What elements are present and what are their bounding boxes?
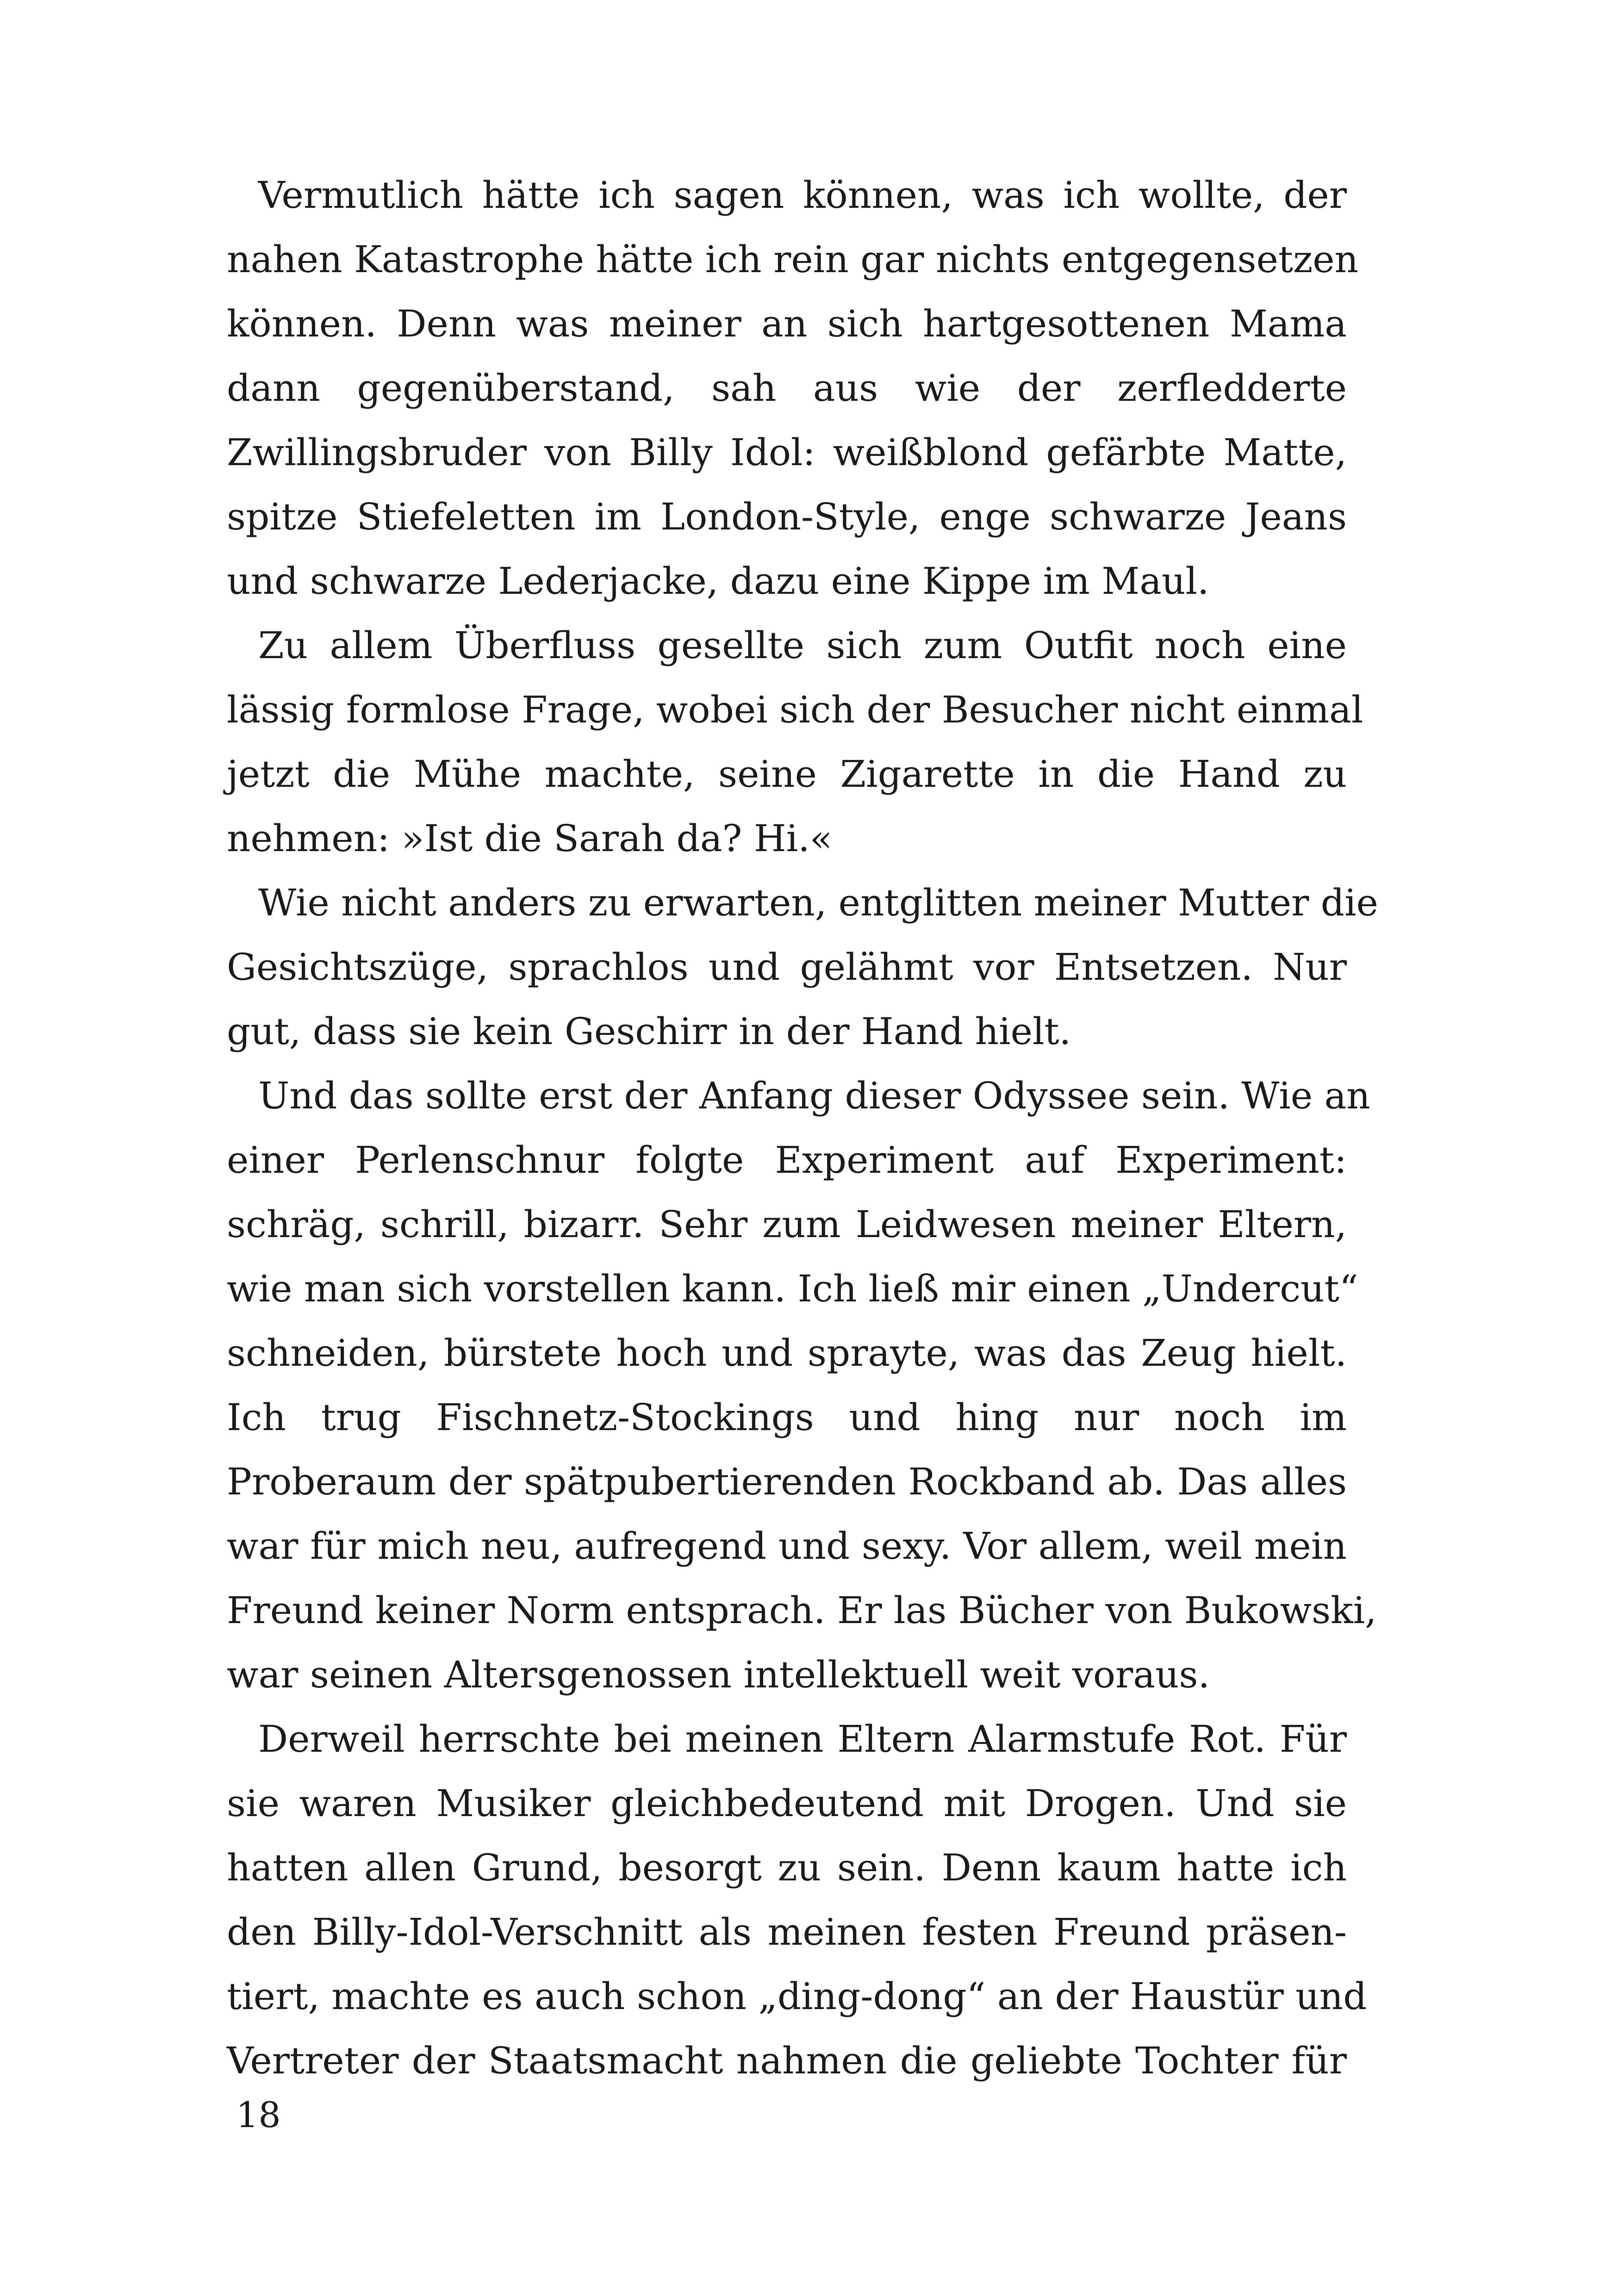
text-line: nahen Katastrophe hätte ich rein gar nichts entgegensetzen	[227, 238, 1359, 281]
text-line: Vermutlich hätte ich sagen können, was ich wollte, der	[258, 174, 1347, 217]
text-line: den Billy-Idol-Verschnitt als meinen festen Freund präsen-	[227, 1910, 1347, 1954]
text-line: Freund keiner Norm entsprach. Er las Bücher von Bukowski,	[227, 1589, 1377, 1632]
paragraph	[227, 613, 1363, 871]
text-line: sie waren Musiker gleichbedeutend mit Drogen. Und sie	[227, 1782, 1347, 1825]
text-line: dann gegenüberstand, sah aus wie der zerfledderte	[227, 367, 1347, 410]
text-line: Zu allem Überfluss gesellte sich zum Outfit noch eine	[258, 624, 1347, 667]
text-line: schneiden, bürstete hoch und sprayte, was das Zeug hielt.	[227, 1332, 1347, 1375]
paragraph	[227, 1064, 1377, 1707]
text-line: Gesichtszüge, sprachlos und gelähmt vor Entsetzen. Nur	[227, 946, 1347, 989]
text-line: tiert, machte es auch schon „ding-dong“ an der Haustür und	[227, 1975, 1367, 2018]
text-line: nehmen: »Ist die Sarah da? Hi.«	[227, 817, 833, 860]
paragraph	[227, 1707, 1367, 2093]
text-line: Proberaum der spätpubertierenden Rockband ab. Das alles	[227, 1460, 1347, 1503]
text-line: Und das sollte erst der Anfang dieser Odyssee sein. Wie an	[258, 1074, 1370, 1117]
text-line: Zwillingsbruder von Billy Idol: weißblond gefärbte Matte,	[227, 431, 1347, 474]
text-line: einer Perlenschnur folgte Experiment auf Experiment:	[227, 1139, 1347, 1182]
text-line: Derweil herrschte bei meinen Eltern Alarmstufe Rot. Für	[258, 1717, 1347, 1761]
text-line: Ich trug Fischnetz-Stockings und hing nur noch im	[227, 1396, 1347, 1439]
text-line: Wie nicht anders zu erwarten, entglitten meiner Mutter die	[258, 881, 1378, 924]
text-line: gut, dass sie kein Geschirr in der Hand hielt.	[227, 1010, 1071, 1053]
body-text	[227, 163, 1378, 2093]
text-line: spitze Stiefeletten im London-Style, enge schwarze Jeans	[227, 495, 1347, 538]
text-line: Vertreter der Staatsmacht nahmen die geliebte Tochter für	[227, 2039, 1347, 2082]
text-line: und schwarze Lederjacke, dazu eine Kippe im Maul.	[227, 560, 1209, 603]
text-line: wie man sich vorstellen kann. Ich ließ mir einen „Undercut“	[227, 1267, 1358, 1310]
text-line: jetzt die Mühe machte, seine Zigarette in die Hand zu	[227, 753, 1347, 796]
text-line: war für mich neu, aufregend und sexy. Vor allem, weil mein	[227, 1524, 1347, 1568]
text-line: können. Denn was meiner an sich hartgesottenen Mama	[227, 302, 1347, 345]
text-line: lässig formlose Frage, wobei sich der Besucher nicht einmal	[227, 688, 1363, 731]
text-line: war seinen Altersgenossen intellektuell weit voraus.	[227, 1653, 1210, 1696]
text-line: schräg, schrill, bizarr. Sehr zum Leidwesen meiner Eltern,	[227, 1203, 1347, 1246]
page-number: 18	[236, 2094, 281, 2135]
text-line: hatten allen Grund, besorgt zu sein. Denn kaum hatte ich	[227, 1846, 1347, 1889]
paragraph	[227, 163, 1359, 613]
paragraph	[227, 871, 1378, 1064]
